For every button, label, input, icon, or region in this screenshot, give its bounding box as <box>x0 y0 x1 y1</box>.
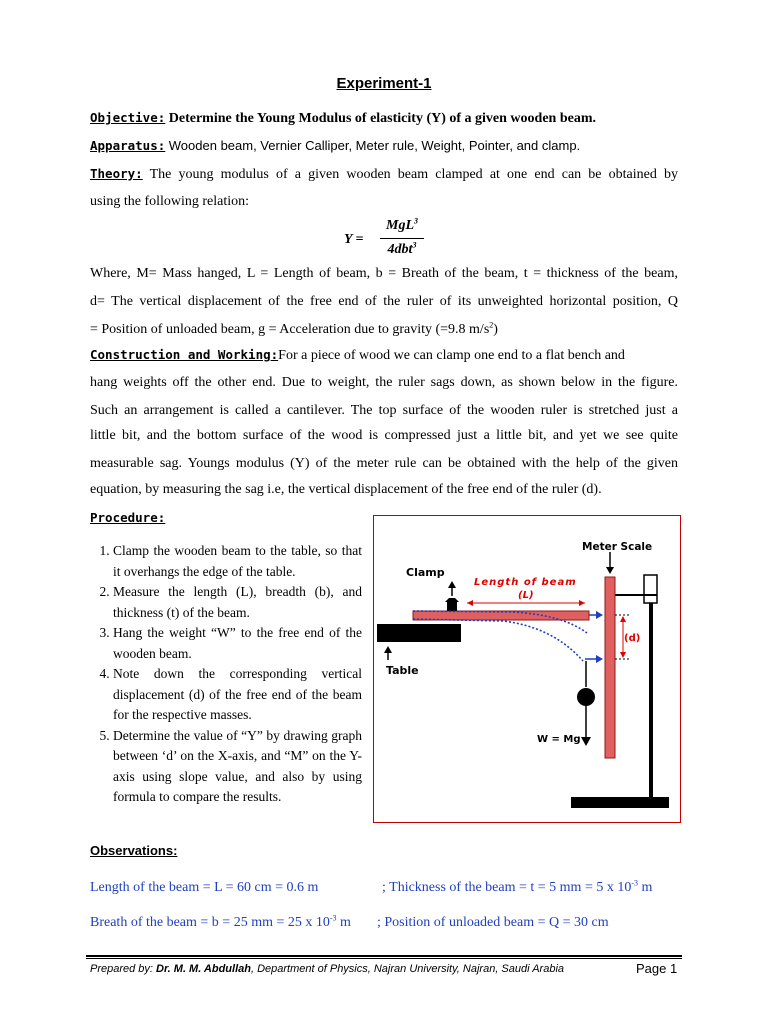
page-title: Experiment-1 <box>336 75 432 92</box>
apparatus-line <box>90 132 678 161</box>
procedure-step: 3. Hang the weight “W” to the free end of the wooden beam. <box>113 623 362 664</box>
stand-base <box>571 797 669 808</box>
where-line-1: Where, M= Mass hanged, L = Length of beam, b = Breath of the beam, t = thickness of the beam, <box>90 266 678 281</box>
procedure-step: 1. Clamp the wooden beam to the table, so that it overhangs the edge of the table. <box>113 541 362 582</box>
weight-label: W = Mg <box>537 734 581 745</box>
meter-scale <box>605 577 615 758</box>
construction-text-1: For a piece of wood we can clamp one end to a flat bench and <box>278 348 625 363</box>
meter-scale-label: Meter Scale <box>582 541 653 553</box>
construction-label: Construction and Working: <box>90 347 279 362</box>
objective-label: Objective: <box>90 110 166 125</box>
procedure-step: 2. Measure the length (L), breadth (b), and thickness (t) of the beam. <box>113 582 362 623</box>
obs-breath: Breath of the beam = b = 25 mm = 25 x $10^{-3}$ m <box>90 913 351 930</box>
footer-rule <box>86 955 682 957</box>
where-line-2: d= The vertical displacement of the free end of the ruler of its unweighted horizontal position, Q <box>90 294 678 309</box>
construction-line-3: Such an arrangement is called a cantilever. The top surface of the wooden ruler is stretched just a <box>90 403 678 418</box>
weight-bob <box>577 688 595 706</box>
procedure-step: 4. Note down the corresponding vertical displacement (d) of the free end of the beam for the respective masses. <box>113 664 362 726</box>
obs-position: ; Position of unloaded beam = Q = 30 cm <box>377 915 609 930</box>
observations-label: Observations: <box>90 843 178 858</box>
construction-line-6: equation, by measuring the sag i.e, the vertical displacement of the free end of the ruler (d). <box>90 482 602 497</box>
theory-label: Theory: <box>90 166 143 181</box>
d-label: (d) <box>624 633 641 644</box>
construction-line-4: little bit, and the bottom surface of the wood is compressed just a little bit, and yet we see quite <box>90 428 678 443</box>
obs-length: Length of the beam = L = 60 cm = 0.6 m <box>90 880 319 895</box>
stand-rod <box>649 575 653 801</box>
objective-line <box>90 104 678 133</box>
table-block <box>377 624 461 642</box>
clamp-block <box>447 602 457 611</box>
fraction-bar <box>380 238 424 239</box>
figure-border <box>374 516 681 823</box>
theory-line-2: using the following relation: <box>90 194 250 209</box>
formula-denominator: 4dbt$^3$ <box>387 240 417 257</box>
footer-rule-thin <box>86 958 682 959</box>
apparatus-label: Apparatus: <box>90 138 166 153</box>
procedure-list <box>90 541 362 808</box>
length-symbol: (L) <box>518 590 534 601</box>
procedure-step: 5. Determine the value of “Y” by drawing graph between ‘d’ on the X-axis, and “M” on the Y-axis using slope value, and also by using formula to compare the results. <box>113 726 362 808</box>
theory-line-1 <box>90 160 678 189</box>
formula-numerator: MgL$^3$ <box>386 216 418 233</box>
construction-line-5: measurable sag. Youngs modulus (Y) of the meter rule can be obtained with the help of the given <box>90 456 678 471</box>
footer-credit: Prepared by: Dr. M. M. Abdullah, Department of Physics, Najran University, Najran, Saudi Arabia <box>90 963 565 975</box>
where-line-3: = Position of unloaded beam, g = Acceleration due to gravity (=9.8 $m/s^2$) <box>90 320 498 337</box>
stand-clamp <box>644 575 657 603</box>
theory-text-1: The young modulus of a given wooden beam clamped at one end can be obtained by <box>149 167 678 182</box>
table-label: Table <box>386 664 419 677</box>
clamp-label: Clamp <box>406 566 445 579</box>
formula-lhs: Y = <box>344 232 364 247</box>
apparatus-text: Wooden beam, Vernier Calliper, Meter rule, Weight, Pointer, and clamp. <box>168 138 581 153</box>
procedure-label: Procedure: <box>90 510 166 525</box>
objective-text: Determine the Young Modulus of elasticity (Y) of a given wooden beam. <box>168 111 596 126</box>
obs-thickness: ; Thickness of the beam = t = 5 mm = 5 x $10^{-3}$ m <box>382 878 653 895</box>
construction-line-1 <box>90 341 678 370</box>
construction-line-2: hang weights off the other end. Due to weight, the ruler sags down, as shown below in the figure. <box>90 375 678 390</box>
page-number: Page 1 <box>636 961 678 976</box>
cantilever-figure <box>373 515 681 823</box>
length-label: Length of beam <box>474 577 577 588</box>
